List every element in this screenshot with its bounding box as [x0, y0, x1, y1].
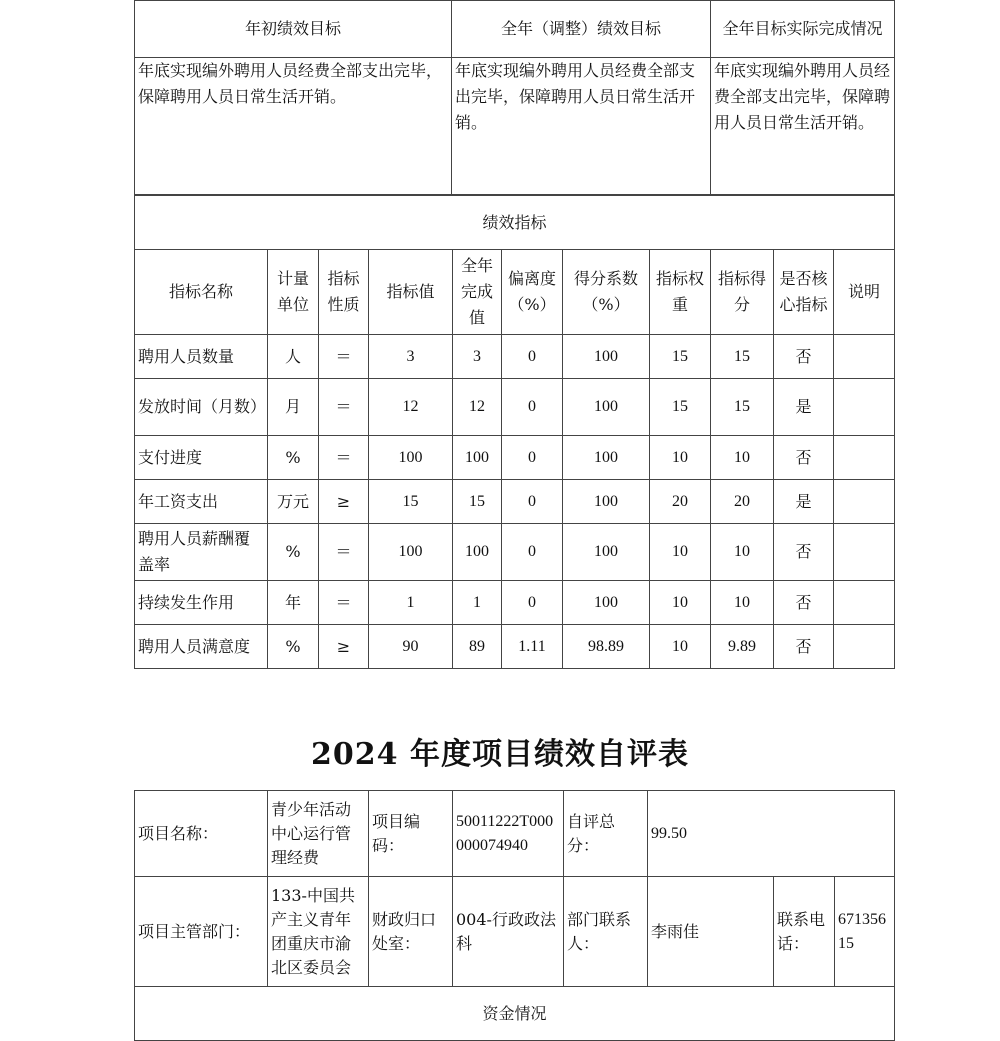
initial-goal-text: 年底实现编外聘用人员经费全部支出完毕，保障聘用人员日常生活开销。 — [135, 58, 452, 195]
indicator-core: 否 — [774, 436, 834, 480]
goals-header-row — [135, 1, 895, 58]
indicator-deviation: 0 — [502, 335, 563, 379]
performance-goals-sheet — [134, 0, 894, 669]
indicator-coefficient: 100 — [563, 524, 650, 581]
indicator-score: 20 — [711, 480, 774, 524]
indicator-weight: 20 — [650, 480, 711, 524]
col-header: 指标得分 — [711, 250, 774, 335]
indicator-coefficient: 100 — [563, 581, 650, 625]
indicator-score: 15 — [711, 335, 774, 379]
indicator-row — [135, 625, 895, 669]
header-actual-completion: 全年目标实际完成情况 — [711, 1, 895, 58]
indicator-core: 是 — [774, 379, 834, 436]
indicator-name: 聘用人员满意度 — [135, 625, 268, 669]
col-header: 指标名称 — [135, 250, 268, 335]
col-header: 指标值 — [369, 250, 453, 335]
indicator-actual: 100 — [453, 436, 502, 480]
indicator-weight: 15 — [650, 379, 711, 436]
indicator-name: 发放时间（月数） — [135, 379, 268, 436]
indicator-nature: ＝ — [319, 379, 369, 436]
indicator-target: 1 — [369, 581, 453, 625]
dept-label: 项目主管部门： — [135, 877, 268, 987]
funds-section-row — [135, 987, 895, 1041]
project-name-value: 青少年活动中心运行管理经费 — [268, 791, 369, 877]
indicator-actual: 89 — [453, 625, 502, 669]
indicators-section-row — [135, 196, 895, 250]
indicator-core: 否 — [774, 625, 834, 669]
indicator-deviation: 0 — [502, 480, 563, 524]
indicator-unit: 人 — [268, 335, 319, 379]
indicator-unit: 万元 — [268, 480, 319, 524]
indicator-note — [834, 581, 895, 625]
indicator-note — [834, 436, 895, 480]
funds-section-title: 资金情况 — [135, 987, 895, 1041]
indicator-unit: % — [268, 524, 319, 581]
indicator-target: 100 — [369, 524, 453, 581]
self-score-value: 99.50 — [648, 791, 895, 877]
indicator-coefficient: 100 — [563, 436, 650, 480]
indicator-actual: 15 — [453, 480, 502, 524]
indicator-score: 9.89 — [711, 625, 774, 669]
finance-value: 004-行政政法科 — [453, 877, 564, 987]
contact-label: 部门联系人： — [564, 877, 648, 987]
indicator-actual: 100 — [453, 524, 502, 581]
indicator-core: 否 — [774, 581, 834, 625]
indicator-name: 聘用人员数量 — [135, 335, 268, 379]
indicator-note — [834, 524, 895, 581]
indicator-row — [135, 524, 895, 581]
indicator-weight: 10 — [650, 436, 711, 480]
indicator-weight: 10 — [650, 524, 711, 581]
indicator-coefficient: 98.89 — [563, 625, 650, 669]
indicator-unit: 月 — [268, 379, 319, 436]
indicators-section-title: 绩效指标 — [135, 196, 895, 250]
indicator-deviation: 0 — [502, 436, 563, 480]
project-info-table — [134, 790, 895, 1041]
indicator-score: 10 — [711, 524, 774, 581]
project-row-2 — [135, 877, 895, 987]
phone-value: 67135615 — [835, 877, 895, 987]
col-header: 全年完成值 — [453, 250, 502, 335]
indicator-coefficient: 100 — [563, 480, 650, 524]
indicator-weight: 10 — [650, 625, 711, 669]
self-score-label: 自评总分： — [564, 791, 648, 877]
indicator-coefficient: 100 — [563, 335, 650, 379]
indicator-nature: ≥ — [319, 480, 369, 524]
dept-value: 133-中国共产主义青年团重庆市渝北区委员会 — [268, 877, 369, 987]
indicator-row — [135, 379, 895, 436]
indicator-actual: 12 — [453, 379, 502, 436]
form-title: 2024 年度项目绩效自评表 — [311, 737, 689, 772]
indicator-note — [834, 379, 895, 436]
indicator-weight: 15 — [650, 335, 711, 379]
indicators-table — [134, 195, 895, 669]
phone-label: 联系电话： — [774, 877, 835, 987]
project-name-label: 项目名称： — [135, 791, 268, 877]
indicator-row — [135, 436, 895, 480]
indicator-nature: ＝ — [319, 581, 369, 625]
indicator-nature: ＝ — [319, 524, 369, 581]
indicator-target: 3 — [369, 335, 453, 379]
actual-completion-text: 年底实现编外聘用人员经费全部支出完毕，保障聘用人员日常生活开销。 — [711, 58, 895, 195]
indicator-row — [135, 335, 895, 379]
indicator-name: 支付进度 — [135, 436, 268, 480]
col-header: 偏离度（%） — [502, 250, 563, 335]
col-header: 是否核心指标 — [774, 250, 834, 335]
indicator-note — [834, 480, 895, 524]
project-row-1 — [135, 791, 895, 877]
indicator-target: 90 — [369, 625, 453, 669]
project-code-label: 项目编码： — [369, 791, 453, 877]
indicator-score: 15 — [711, 379, 774, 436]
indicator-nature: ＝ — [319, 335, 369, 379]
header-initial-goal: 年初绩效目标 — [135, 1, 452, 58]
indicator-actual: 3 — [453, 335, 502, 379]
indicator-coefficient: 100 — [563, 379, 650, 436]
indicator-row — [135, 480, 895, 524]
indicator-core: 是 — [774, 480, 834, 524]
col-header: 指标权重 — [650, 250, 711, 335]
indicator-target: 100 — [369, 436, 453, 480]
indicator-row — [135, 581, 895, 625]
indicator-unit: % — [268, 625, 319, 669]
goals-content-row — [135, 58, 895, 195]
indicator-actual: 1 — [453, 581, 502, 625]
contact-value: 李雨佳 — [648, 877, 774, 987]
col-header: 得分系数（%） — [563, 250, 650, 335]
indicator-deviation: 0 — [502, 524, 563, 581]
indicator-deviation: 1.11 — [502, 625, 563, 669]
indicator-nature: ≥ — [319, 625, 369, 669]
header-adjusted-goal: 全年（调整）绩效目标 — [452, 1, 711, 58]
indicator-target: 12 — [369, 379, 453, 436]
indicator-name: 年工资支出 — [135, 480, 268, 524]
adjusted-goal-text: 年底实现编外聘用人员经费全部支出完毕，保障聘用人员日常生活开销。 — [452, 58, 711, 195]
indicator-deviation: 0 — [502, 581, 563, 625]
indicators-header-row — [135, 250, 895, 335]
indicator-name: 聘用人员薪酬覆盖率 — [135, 524, 268, 581]
project-code-value: 50011222T000000074940 — [453, 791, 564, 877]
finance-label: 财政归口处室： — [369, 877, 453, 987]
indicators-body — [135, 335, 895, 669]
indicator-deviation: 0 — [502, 379, 563, 436]
goals-table — [134, 0, 895, 195]
indicator-score: 10 — [711, 581, 774, 625]
indicator-weight: 10 — [650, 581, 711, 625]
indicator-name: 持续发生作用 — [135, 581, 268, 625]
indicator-unit: % — [268, 436, 319, 480]
col-header: 计量单位 — [268, 250, 319, 335]
indicator-note — [834, 335, 895, 379]
col-header: 说明 — [834, 250, 895, 335]
project-info-sheet — [134, 790, 894, 1041]
indicator-core: 否 — [774, 524, 834, 581]
indicator-note — [834, 625, 895, 669]
indicator-core: 否 — [774, 335, 834, 379]
indicator-target: 15 — [369, 480, 453, 524]
indicator-score: 10 — [711, 436, 774, 480]
col-header: 指标性质 — [319, 250, 369, 335]
indicator-unit: 年 — [268, 581, 319, 625]
indicator-nature: ＝ — [319, 436, 369, 480]
